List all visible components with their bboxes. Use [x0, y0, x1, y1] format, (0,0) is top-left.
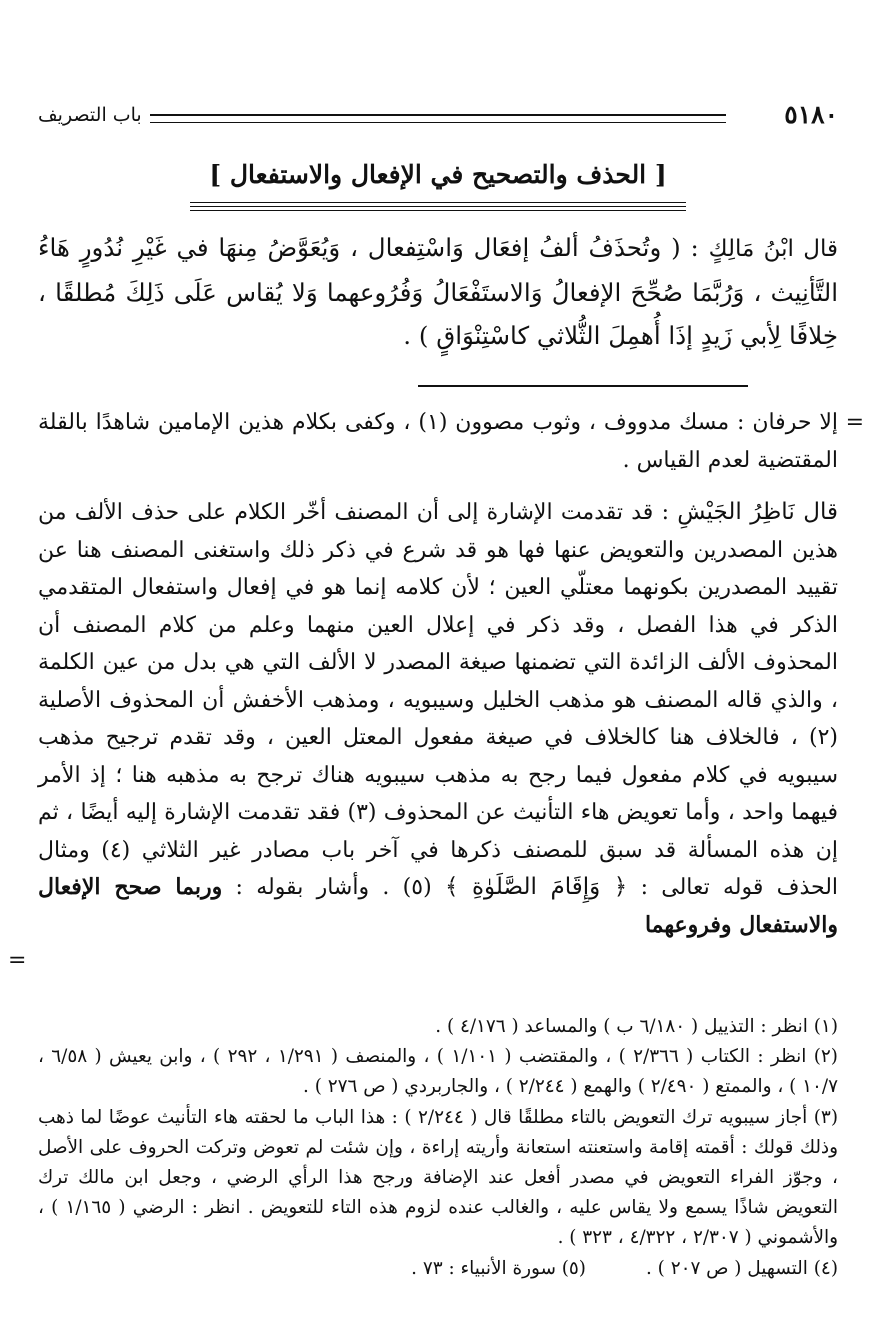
matn-separator — [418, 385, 748, 387]
after-verse-text: . وأشار بقوله : — [235, 875, 390, 900]
footnote-last-row — [38, 1254, 838, 1284]
commentary-paragraph-1 — [38, 404, 838, 479]
footnote-3: (٣) أجاز سيبويه ترك التعويض بالتاء مطلقًا قال ( ٢/٢٤٤ ) : هذا الباب ما لحقته هاء التأنيث عوضًا لما ذهب وذلك قولك : أقمته إقامة واستعنته استعانة وأريته إراءة ، وإن شئت لم تعوض وتركت الحروف على الأصل ، وجوّز الفراء التعويض في مصدر أفعل عند الإضافة ورجح هذا الرأي الرضي ، وجعل ابن مالك ترك التعويض شاذًا يسمع ولا يقاس عليه ، والغالب عنده لزوم هذه التاء للتعويض . انظر : الرضي ( ١/١٦٥ ) ، والأشموني ( ٢/٣٠٧ ، ٤/٣٢٢ ، ٣٢٣ ) . — [38, 1106, 838, 1249]
matn-body: : ( وتُحذَفُ ألفُ إفعَال وَاسْتِفعال ، وَيُعَوَّضُ مِنهَا في غَيْرِ نُدُورٍ هَاءُ التَّأنِيث ، وَرُبَّمَا صُحِّحَ الإفعالُ وَالاستَفْعَالُ وَفُرُوعهما وَلا يُقاس عَلَى ذَلِكَ مُطلقًا ، خِلافًا لِأبي زَيدٍ إذَا أُهمِلَ الثُّلاثي كاسْتِنْوَاقٍ ) . — [38, 233, 838, 350]
commentary-paragraph-2 — [38, 494, 838, 944]
continuation-marker-start: = — [845, 410, 864, 435]
footnote-1: (١) انظر : التذييل ( ٦/١٨٠ ب ) والمساعد ( ٤/١٧٦ ) . — [435, 1016, 838, 1037]
page-number: ٥١٨٠ — [784, 100, 838, 129]
quran-verse: ﴿ وَإِقَامَ الصَّلَوٰةِ ﴾ — [444, 874, 628, 900]
section-title: [ الحذف والتصحيح في الإفعال والاستفعال ] — [209, 160, 667, 189]
commentary-text-1: إلا حرفان : مسك مدووف ، وثوب مصوون (١) ، وكفى بكلام هذين الإمامين شاهدًا بالقلة المقتضية لعدم القياس . — [38, 410, 838, 473]
running-header — [38, 100, 838, 136]
commentary-body: : قد تقدمت الإشارة إلى أن المصنف أخّر الكلام على حذف الألف من هذين المصدرين والتعويض عنها فها هو قد شرع في ذكر ذلك واستغنى المصنف هنا عن تقييد المصدرين بكونهما معتلّي العين ؛ لأن كلامه إنما هو في إفعال واستفعال المتقدمي الذكر في هذا الفصل ، وقد ذكر في إعلال العين منهما وعلم من كلام المصنف أن المحذوف الألف الزائدة التي تضمنها صيغة المصدر لا الألف التي هي بدل من عين الكلمة ، والذي قاله المصنف هو مذهب الخليل وسيبويه ، ومذهب الأخفش أن المحذوف الأصلية (٢) ، فالخلاف هنا كالخلاف في صيغة مفعول المعتل العين ، وقد تقدم ترجيح مذهب سيبويه في كلام مفعول فيما رجح به مذهب سيبويه هناك ترجح به مذهبه هنا ؛ إذ الأمر فيهما واحد ، وأما تعويض هاء التأنيث عن المحذوف (٣) فقد تقدمت الإشارة إليه أيضًا ، ثم إن هذه المسألة قد سبق للمصنف ذكرها في آخر باب مصادر غير الثلاثي (٤) ومثال الحذف قوله تعالى : — [38, 500, 839, 900]
book-page — [8, 0, 864, 1344]
footnote-5: (٥) سورة الأنبياء : ٧٣ . — [411, 1257, 586, 1279]
header-rule — [150, 114, 726, 123]
footnotes — [38, 1012, 838, 1284]
matn-text — [38, 226, 838, 357]
bold-quote: وربما صحح الإفعال والاستفعال وفروعهما — [38, 874, 838, 938]
chapter-title: باب التصريف — [38, 104, 142, 126]
commentary-speaker: قال نَاظِرُ الجَيْشِ — [677, 499, 838, 525]
footnote-2: (٢) انظر : الكتاب ( ٢/٣٦٦ ) ، والمقتضب ( ١/١٠١ ) ، والمنصف ( ١/٢٩١ ، ٢٩٢ ) ، وابن يعيش ( ٦/٥٨ ، ١٠/٧ ) ، والممتع ( ٢/٤٩٠ ) والهمع ( ٢/٢٤٤ ) ، والجاربردي ( ص ٢٧٦ ) . — [38, 1046, 838, 1098]
section-title-rule — [190, 202, 686, 214]
matn-speaker: قال ابْنُ مَالِكٍ — [708, 236, 838, 262]
verse-footnote-ref: (٥) — [402, 875, 432, 900]
footnote-4: (٤) التسهيل ( ص ٢٠٧ ) . — [645, 1257, 838, 1279]
continuation-marker-end: = — [8, 948, 27, 973]
